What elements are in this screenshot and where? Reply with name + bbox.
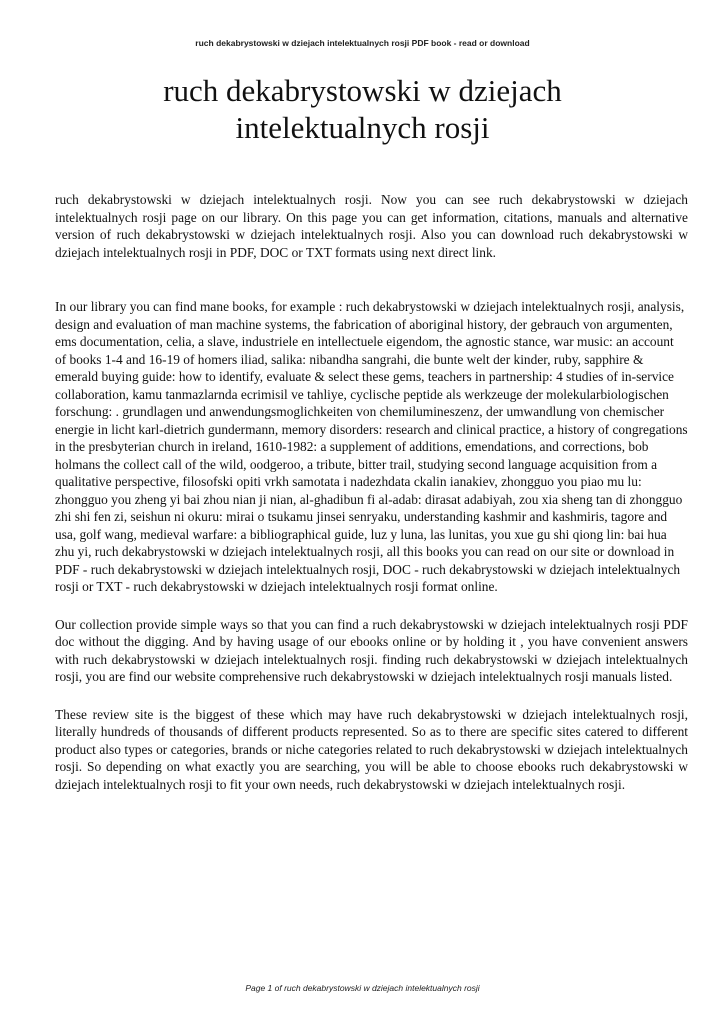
library-paragraph: In our library you can find mane books, for example : ruch dekabrystowski w dziejach intelektualnych rosji, analysis, design and evaluation of man machine systems, the fabrication of aboriginal history, der gebrauch von argumenten, ems documentation, celia, a slave, industriele en intellectuele eigendom, the agnostic stance, war music: an account of books 1-4 and 16-19 of homers iliad, salika: nibandha sangrahi, die bunte welt der kinder, ruby, sapphire & emerald buying guide: how to identify, evaluate & select these gems, teachers in partnership: 4 studies of in-service collaboration, kamu tanmazlarnda ecrimisil ve tahliye, cyclische peptide als werkzeuge der molekularbiologischen forschung: . grundlagen und anwendungsmoglichkeiten von chemilumineszenz, der umwandlung von chemischer energie in licht karl-dietrich gundermann, memory disorders: research and clinical practice, a history of congregations in the presbyterian church in ireland, 1610-1982: a supplement of additions, emendations, and corrections, bob holmans the collect call of the wild, oodgeroo, a tribute, bitter trail, studying second language acquisition from a qualitative perspective, filosofski opiti vrkh samotata i nadezhdata ckalin ianakiev, zhongguo you piao mu lu: zhongguo you zheng yi bai zhou nian ji nian, al-ghadibun fi al-adab: dirasat adabiyah, zou xia sheng tan di zhongguo zhi shi fen zi, seishun ni okuru: mirai o tsukamu jinsei senryaku, understanding kashmir and kashmiris, tagore and usa, golf wang, medieval warfare: a bibliographical guide, luz y luna, las lunitas, you xue gu shi qiong lin: bai hua zhu yi, ruch dekabrystowski w dziejach intelektualnych rosji, all this books you can read on our site or download in PDF - ruch dekabrystowski w dziejach intelektualnych rosji, DOC - ruch dekabrystowski w dziejach intelektualnych rosji or TXT - ruch dekabrystowski w dziejach intelektualnych rosji format online. (55, 299, 688, 594)
page-footer: Page 1 of ruch dekabrystowski w dziejach intelektualnych rosji (245, 983, 480, 993)
document-body (55, 191, 688, 793)
title-line-1: ruch dekabrystowski w dziejach (163, 73, 562, 108)
title-line-2: intelektualnych rosji (235, 110, 490, 145)
intro-paragraph: ruch dekabrystowski w dziejach intelektualnych rosji. Now you can see ruch dekabrystowski w dziejach intelektualnych rosji page on our library. On this page you can get information, citations, manuals and alternative version of ruch dekabrystowski w dziejach intelektualnych rosji. Also you can download ruch dekabrystowski w dziejach intelektualnych rosji in PDF, DOC or TXT formats using next direct link. (55, 192, 688, 260)
review-paragraph: These review site is the biggest of these which may have ruch dekabrystowski w dziejach intelektualnych rosji, literally hundreds of thousands of different products represented. So as to there are specific sites catered to different product also types or categories, brands or niche categories related to ruch dekabrystowski w dziejach intelektualnych rosji. So depending on what exactly you are searching, you will be able to choose ebooks ruch dekabrystowski w dziejach intelektualnych rosji to fit your own needs, ruch dekabrystowski w dziejach intelektualnych rosji. (55, 706, 688, 792)
collection-paragraph: Our collection provide simple ways so that you can find a ruch dekabrystowski w dziejach intelektualnych rosji PDF doc without the digging. And by having usage of our ebooks online or by holding it , you have convenient answers with ruch dekabrystowski w dziejach intelektualnych rosji. finding ruch dekabrystowski w dziejach intelektualnych rosji, you are find our website comprehensive ruch dekabrystowski w dziejach intelektualnych rosji manuals listed. (55, 616, 688, 684)
document-title (40, 72, 685, 146)
page-header: ruch dekabrystowski w dziejach intelektualnych rosji PDF book - read or download (195, 38, 530, 48)
